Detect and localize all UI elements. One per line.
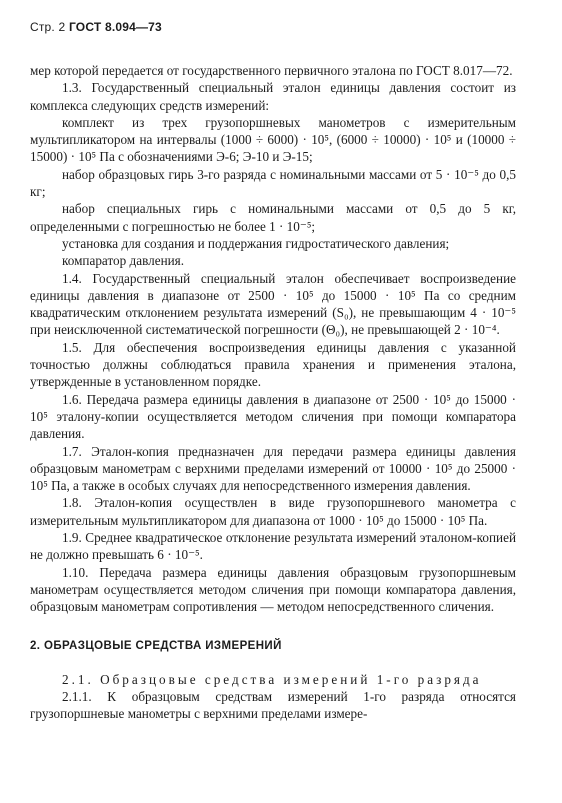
paragraph-1-6: 1.6. Передача размера единицы давления в диапазоне от 2500 · 10⁵ до 15000 · 10⁵ эталону-копии осуществляется методом сличения при помощи компаратора давления.	[30, 391, 516, 442]
list-item-special-weights: набор специальных гирь с номинальными массами от 0,5 до 5 кг, определенными с погрешностью не более 1 · 10⁻⁵;	[30, 201, 516, 234]
paragraph-1-10: 1.10. Передача размера единицы давления образцовым грузопоршневым манометрам осуществляется методом сличения при помощи компаратора давления, образцовым манометрам сопротивления — методом непосредственного сличения.	[30, 564, 516, 615]
paragraph-2-1-1: 2.1.1. К образцовым средствам измерений 1-го разряда относятся грузопоршневые манометры с верхними пределами измере-	[30, 689, 516, 722]
list-item-comparator: компаратор давления.	[62, 253, 185, 269]
standard-number: ГОСТ 8.094—73	[68, 20, 162, 34]
section-2-title: 2. ОБРАЗЦОВЫЕ СРЕДСТВА ИЗМЕРЕНИЙ	[30, 639, 282, 652]
paragraph-1-3: 1.3. Государственный специальный эталон единицы давления состоит из комплекса следующих средств измерений:	[30, 80, 516, 113]
paragraph-1-4: 1.4. Государственный специальный эталон обеспечивает воспроизведение единицы давления в диапазоне от 2500 · 10⁵ до 15000 · 10⁵ Па со средним квадратическим отклонением результата измерений (S₀), не превышающим 4 · 10⁻⁵ при неисключенной систематической погрешности (Θ₀), не превышающей 2 · 10⁻⁴.	[30, 270, 516, 338]
page-header	[30, 20, 162, 34]
paragraph-1-7: 1.7. Эталон-копия предназначен для передачи размера единицы давления образцовым манометрам с верхними пределами измерений от 10000 · 10⁵ до 25000 · 10⁵ Па, а также в особых случаях для непосредственного измерения давления.	[30, 443, 516, 494]
list-item-manometers: комплект из трех грузопоршневых манометров с измерительным мультипликатором на интервалы (1000 ÷ 6000) · 10⁵, (6000 ÷ 10000) · 10⁵ и (10000 ÷ 15000) · 10⁵ Па с обозначениями Э-6; Э-10 и Э-15;	[30, 114, 516, 165]
document-body	[30, 62, 516, 723]
paragraph-1-9: 1.9. Среднее квадратическое отклонение результата измерений эталоном-копией не должно превышать 6 · 10⁻⁵.	[30, 530, 516, 563]
paragraph-1-5: 1.5. Для обеспечения воспроизведения единицы давления с указанной точностью должны соблюдаться правила хранения и применения эталона, утвержденные в установленном порядке.	[30, 339, 516, 390]
paragraph-continuation: мер которой передается от государственного первичного эталона по ГОСТ 8.017—72.	[30, 63, 513, 78]
section-2-1-subtitle: 2.1. Образцовые средства измерений 1-го разряда	[62, 671, 482, 687]
paragraph-1-8: 1.8. Эталон-копия осуществлен в виде грузопоршневого манометра с измерительным мультипликатором для диапазона от 1000 · 10⁵ до 15000 · 10⁵ Па.	[30, 495, 516, 528]
page-label: Стр. 2	[30, 20, 66, 34]
list-item-hydrostatic: установка для создания и поддержания гидростатического давления;	[62, 235, 450, 251]
list-item-weights-3rd: набор образцовых гирь 3-го разряда с номинальными массами от 5 · 10⁻⁵ до 0,5 кг;	[30, 166, 516, 200]
